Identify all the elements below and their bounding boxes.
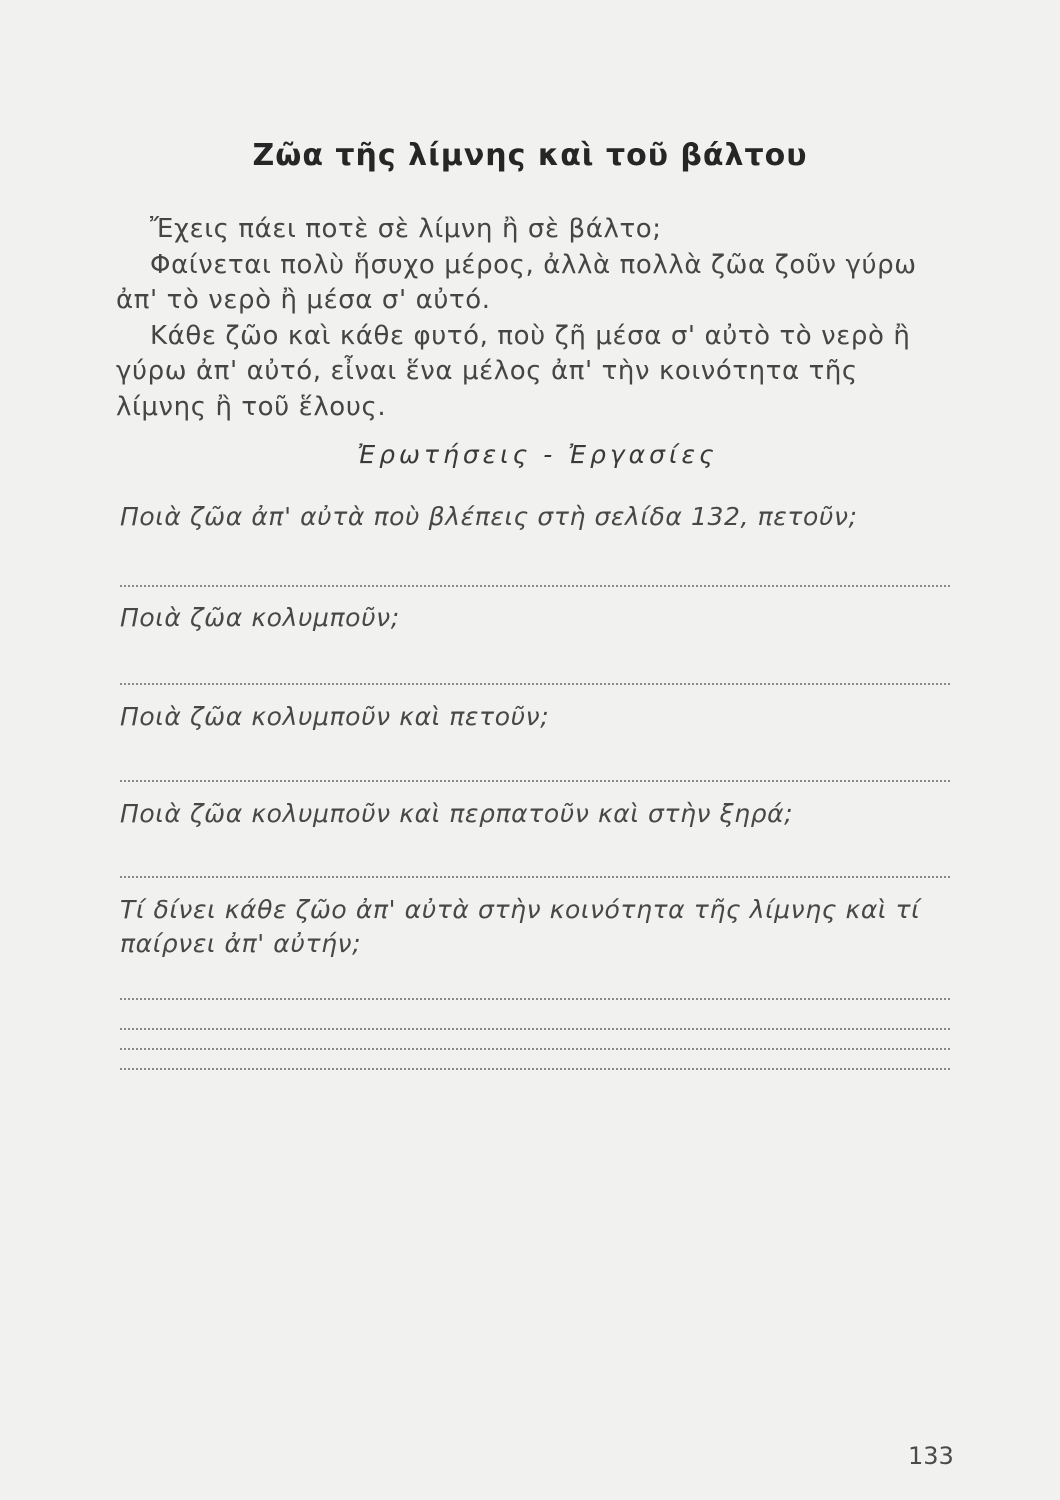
question-1: Ποιὰ ζῶα ἀπ' αὐτὰ ποὺ βλέπεις στὴ σελίδα 132, πετοῦν;: [120, 502, 858, 531]
question-5: Τί δίνει κάθε ζῶο ἀπ' αὐτὰ στὴν κοινότητα τῆς λίμνης καὶ τί παίρνει ἀπ' αὐτήν;: [120, 895, 921, 958]
answer-line-3[interactable]: [120, 780, 950, 782]
intro-paragraph: Κάθε ζῶο καὶ κάθε φυτό, ποὺ ζῆ μέσα σ' αὐτὸ τὸ νερὸ ἢ γύρω ἀπ' αὐτό, εἶναι ἕνα μέλος ἀπ' τὴν κοινότητα τῆς λίμνης ἢ τοῦ ἕλους.: [116, 320, 911, 422]
page-title: Ζῶα τῆς λίμνης καὶ τοῦ βάλτου: [252, 138, 808, 173]
question-4: Ποιὰ ζῶα κολυμποῦν καὶ περπατοῦν καὶ στὴν ξηρά;: [120, 799, 794, 828]
intro-paragraph: Φαίνεται πολὺ ἥσυχο μέρος, ἀλλὰ πολλὰ ζῶα ζοῦν γύρω ἀπ' τὸ νερὸ ἢ μέσα σ' αὐτό.: [116, 249, 917, 315]
section-subtitle: Ἐρωτήσεις - Ἐργασίες: [357, 440, 718, 469]
answer-line-2[interactable]: [120, 683, 950, 685]
question-2: Ποιὰ ζῶα κολυμποῦν;: [120, 603, 400, 632]
answer-line-5c[interactable]: [120, 1048, 950, 1050]
intro-paragraph: Ἔχεις πάει ποτὲ σὲ λίμνη ἢ σὲ βάλτο;: [150, 214, 662, 244]
answer-line-5d[interactable]: [120, 1068, 950, 1070]
intro-text: [116, 212, 956, 425]
answer-line-5a[interactable]: [120, 998, 950, 1000]
question-3: Ποιὰ ζῶα κολυμποῦν καὶ πετοῦν;: [120, 702, 550, 731]
answer-line-5b[interactable]: [120, 1028, 950, 1030]
answer-line-1[interactable]: [120, 585, 950, 587]
page-number: 133: [908, 1442, 954, 1470]
answer-line-4[interactable]: [120, 876, 950, 878]
